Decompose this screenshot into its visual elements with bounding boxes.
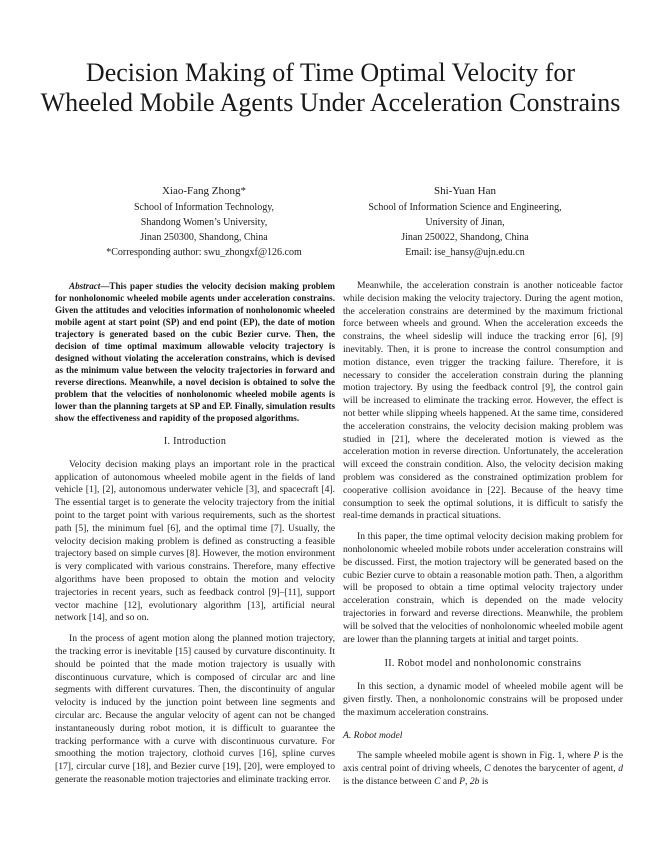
paragraph [343,750,623,788]
author-affiliation-line: University of Jinan, [425,217,505,228]
author-contact: *Corresponding author: swu_zhongxf@126.com [106,247,302,258]
author-contact: Email: ise_hansy@ujn.edu.cn [405,247,525,258]
author-affiliation-line: Jinan 250022, Shandong, China [401,232,529,243]
author-affiliation-line: School of Information Technology, [133,202,275,213]
author-affiliation-line: School of Information Science and Engineering, [368,202,562,213]
math-symbol: P [459,775,466,787]
math-symbol: C [484,763,491,775]
text-run: is the distance between [343,775,435,787]
subsection-heading: A. Robot model [343,729,403,741]
paragraph: Velocity decision making plays an important role in the practical application of autonomous wheeled mobile agent in the fields of land vehicle [1], [2], autonomous underwater vehicle [3], and spacecraft [4]. The essential target is to generate the velocity trajectory from the initial point to the target point with various requirements, such as the shortest path [5], the minimum fuel [6], and the optimal time [7]. Usually, the velocity decision making problem is defined as constructing a feasible trajectory based on simple curves [8]. However, the motion environment is very complicated with various constrains. Therefore, many effective algorithms have been proposed to obtain the motion and velocity trajectories in recent years, such as feedback control [9]–[11], support vector machine [12], evolutionary algorithm [13], artificial neural network [14], and so on. [55,458,335,624]
section-heading-introduction: I. Introduction [163,436,227,447]
abstract [55,280,335,424]
text-run: and [440,775,460,787]
paragraph: In the process of agent motion along the planned motion trajectory, the tracking error is inevitable [15] caused by curvature discontinuity. It should be pointed that the made motion trajectory is usually with discontinuous curvature, which is composed of circular arc and line segments with different curvatures. Then, the discontinuity of angular velocity is induced by the junction point between line segments and circular arc. Because the angular velocity of agent can not be changed instantaneously during robot motion, it is difficult to guarantee the tracking performance with a curve with discontinuous curvature. For smoothing the motion trajectory, clothoid curves [16], spline curves [17], circular curve [18], and Bezier curve [19], [20], were employed to generate the reasonable motion trajectories and eliminate tracking error. [55,633,335,785]
author-affiliation-line: Jinan 250300, Shandong, China [140,232,268,243]
text-run: , [465,775,470,787]
abstract-body: —This paper studies the velocity decision making problem for nonholonomic wheeled mobile agents under acceleration constrains. Given the attitudes and velocities information of nonholonomic wheeled mobile agent at start point (SP) and end point (EP), the date of motion trajectory is generated based on the cubic Bezier curve. Then, the decision of time optimal maximum allowable velocity trajectory is designed without violating the acceleration constrains, which is devised as the minimum value between the velocity trajectories in forward and reverse directions. Meanwhile, a novel decision is obtained to solve the problem that the velocities of nonholonomic wheeled mobile agents is lower than the planning targets at SP and EP. Finally, simulation results show the effectiveness and rapidity of the proposed algorithms. [55,281,335,423]
math-symbol: 2b [469,775,480,787]
author-block-1 [74,184,334,260]
right-column [343,280,623,789]
text-run: is the axis central point of driving wheels, [343,750,623,775]
section-heading-robot-model: II. Robot model and nonholonomic constrains [384,658,582,670]
math-symbol: d [618,763,623,775]
left-column [55,280,335,787]
abstract-label: Abstract [69,281,101,291]
author-name: Shi-Yuan Han [433,185,497,197]
paragraph: Meanwhile, the acceleration constrain is another noticeable factor while decision making the velocity trajectory. During the agent motion, the acceleration constrains are determined by the maximum frictional force between wheels and ground. When the acceleration exceeds the constrains, the wheel sideslip will induce the tracking error [6], [9] inevitably. Then, it is prone to increase the control consumption and motion distance, even trigger the tracking failure. Therefore, it is necessary to consider the acceleration constrain during the planning motion trajectory. By using the feedback control [9], the control gain will be increased to eliminate the tracking error. However, the effect is not better while slipping wheels happened. At the same time, considered the acceleration constrains, the velocity decision making problem was studied in [21], where the decelerated motion is viewed as the acceleration motion in reverse direction. Unfortunately, the acceleration will exceed the constrain condition. Also, the velocity decision making problem was considered as the constrained optimization problem for cooperative collision avoidance in [22]. Because of the heavy time consumption to seek the optimal solutions, it is difficult to satisfy the real-time demands in practical situations. [343,280,623,522]
author-block-2 [335,184,595,260]
math-symbol: P [593,750,600,762]
author-affiliation-line: Shandong Women’s University, [140,217,268,228]
paragraph: In this section, a dynamic model of wheeled mobile agent will be given firstly. Then, a nonholonomic constrains will be proposed under the maximum acceleration constrains. [343,681,623,718]
text-run: is [479,775,489,787]
paragraph: In this paper, the time optimal velocity decision making problem for nonholonomic wheeled mobile robots under acceleration constrains will be discussed. First, the motion trajectory will be generated based on the cubic Bezier curve to obtain a reasonable motion path. Then, a algorithm will be proposed to obtain a time optimal velocity trajectory under acceleration constrain, which is depended on the made velocity trajectories in forward and reverse directions. Meanwhile, the problem will be solved that the velocities of nonholonomic wheeled mobile agent are lower than the planning targets at initial and target points. [343,531,623,645]
text-run: The sample wheeled mobile agent is shown in Fig. 1, where [357,750,594,762]
author-name: Xiao-Fang Zhong* [161,185,246,197]
paper-title: Decision Making of Time Optimal Velocity for Wheeled Mobile Agents Under Acceleration Constrains [40,58,621,117]
math-symbol: C [434,775,441,787]
text-run: denotes the barycenter of agent, [490,763,619,775]
